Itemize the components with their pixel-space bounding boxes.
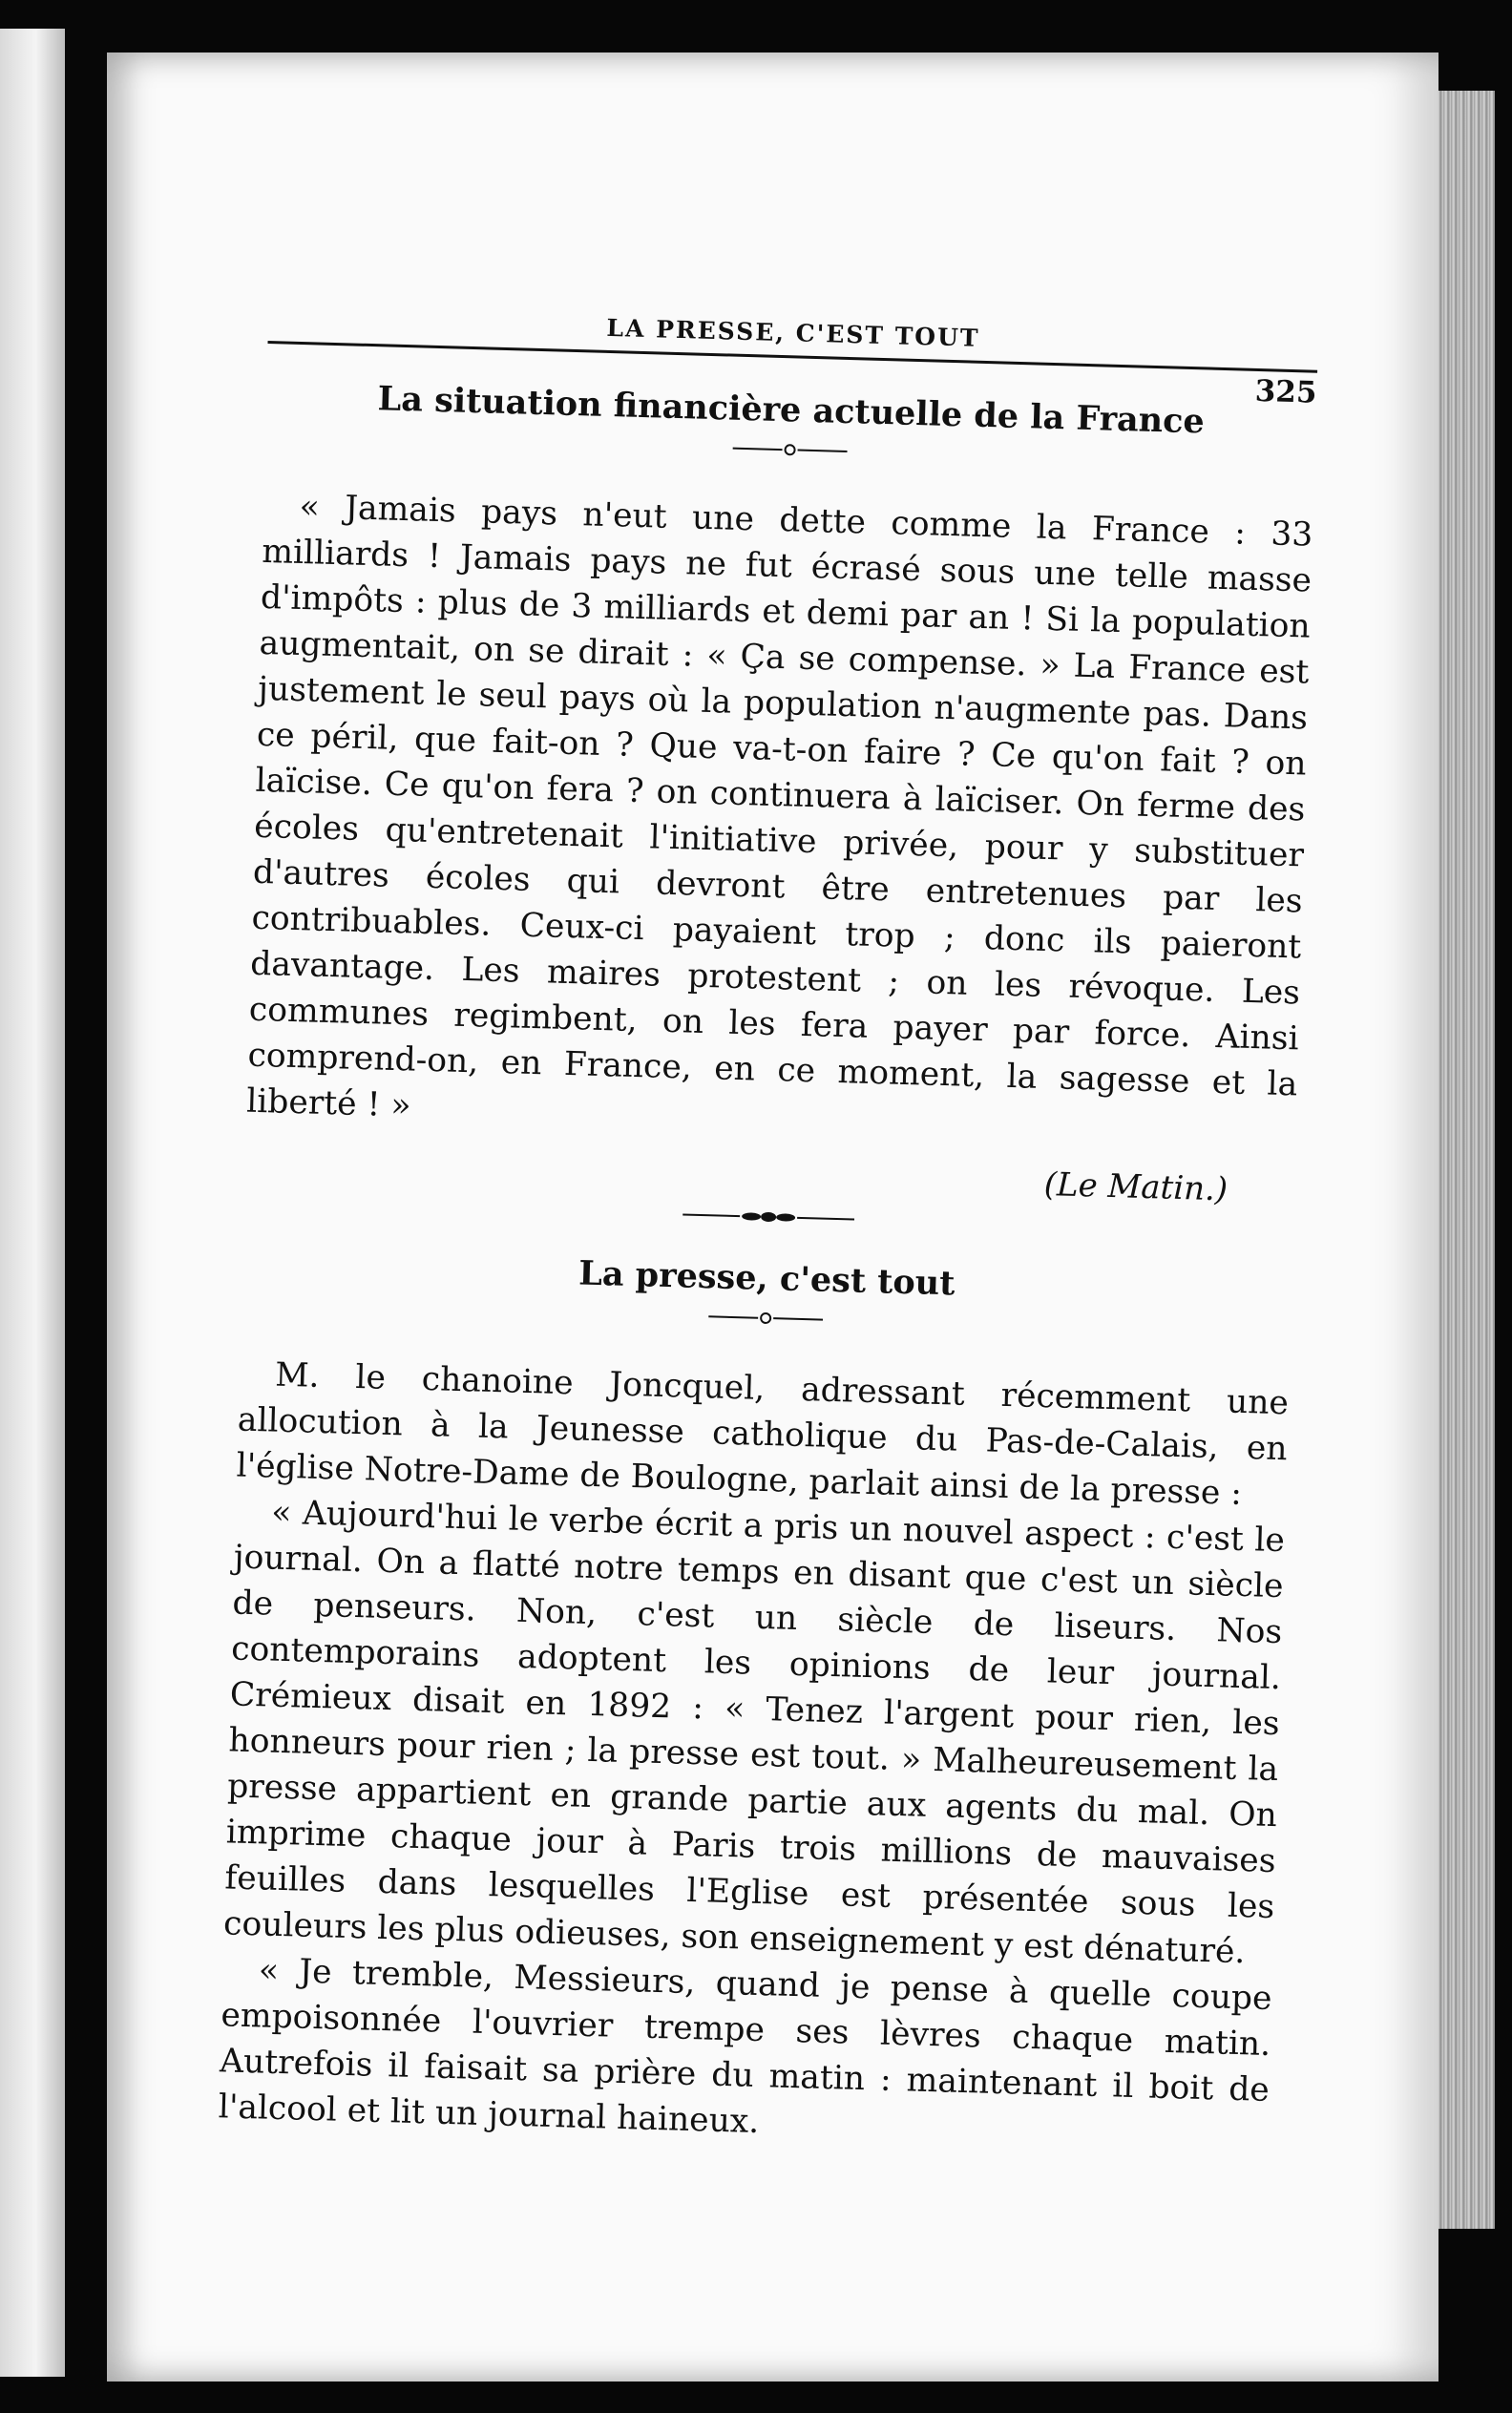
running-title: LA PRESSE, C'EST TOUT xyxy=(606,313,980,352)
running-head xyxy=(267,291,1318,410)
article-paragraph: M. le chanoine Joncquel, adressant récemment une allocution à la Jeunesse catholique du Pas-de-Calais, en l'église Notre-Dame de Boulogne, parlait ainsi de la presse : xyxy=(236,1355,1290,1513)
article-paragraph: « Aujourd'hui le verbe écrit a pris un nouvel aspect : c'est le journal. On a flatté notre temps en disant que c'est un siècle de penseurs. Non, c'est un siècle de liseurs. Nos contemporains adoptent les opinions de leur journal. Crémieux disait en 1892 : « Tenez l'argent pour rien, les honneurs pour rien ; la presse est tout. » Malheureusement la presse appartient en grande partie aux agents du mal. On imprime chaque jour à Paris trois millions de mauvaises feuilles dans lesquelles l'Eglise est présentée sous les couleurs les plus odieuses, son enseignement y est dénaturé. xyxy=(222,1493,1286,1972)
section-divider-ornament xyxy=(682,1205,854,1228)
page-content xyxy=(218,291,1318,2159)
article-source: (Le Matin.) xyxy=(1043,1165,1228,1209)
left-page-edge xyxy=(0,29,65,2377)
article-title: La presse, c'est tout xyxy=(578,1253,956,1304)
page xyxy=(107,52,1438,2382)
article-body: « Jamais pays n'eut une dette comme la France : 33 milliards ! Jamais pays ne fut écrasé sous une telle masse d'impôts : plus de 3 milliards et demi par an ! Si la population augmentait, on se dirait : « Ça se compense. » La France est justement le seul pays où la population n'augmente pas. Dans ce péril, que fait-on ? Que va-t-on faire ? Ce qu'on fait ? on laïcise. Ce qu'on fera ? on continuera à laïciser. On ferme des écoles qu'entretenait l'initiative privée, pour y substituer d'autres écoles qui devront être entretenues par les contribuables. Ceux-ci payaient trop ; donc ils paieront davantage. Les maires protestent ; on les révoque. Les communes regimbent, on les fera payer par force. Ainsi comprend-on, en France, en ce moment, la sagesse et la liberté ! » xyxy=(245,487,1313,1125)
title-rule-ornament xyxy=(708,1307,824,1329)
page-number: 325 xyxy=(1254,373,1317,410)
title-rule-ornament xyxy=(732,439,848,461)
article-paragraph: « Je tremble, Messieurs, quand je pense à quelle coupe empoisonnée l'ouvrier trempe ses lèvres chaque matin. Autrefois il faisait sa prière du matin : maintenant il boit de l'alcool et lit un journal haineux. xyxy=(218,1951,1273,2142)
article-title: La situation financière actuelle de la France xyxy=(377,379,1206,442)
